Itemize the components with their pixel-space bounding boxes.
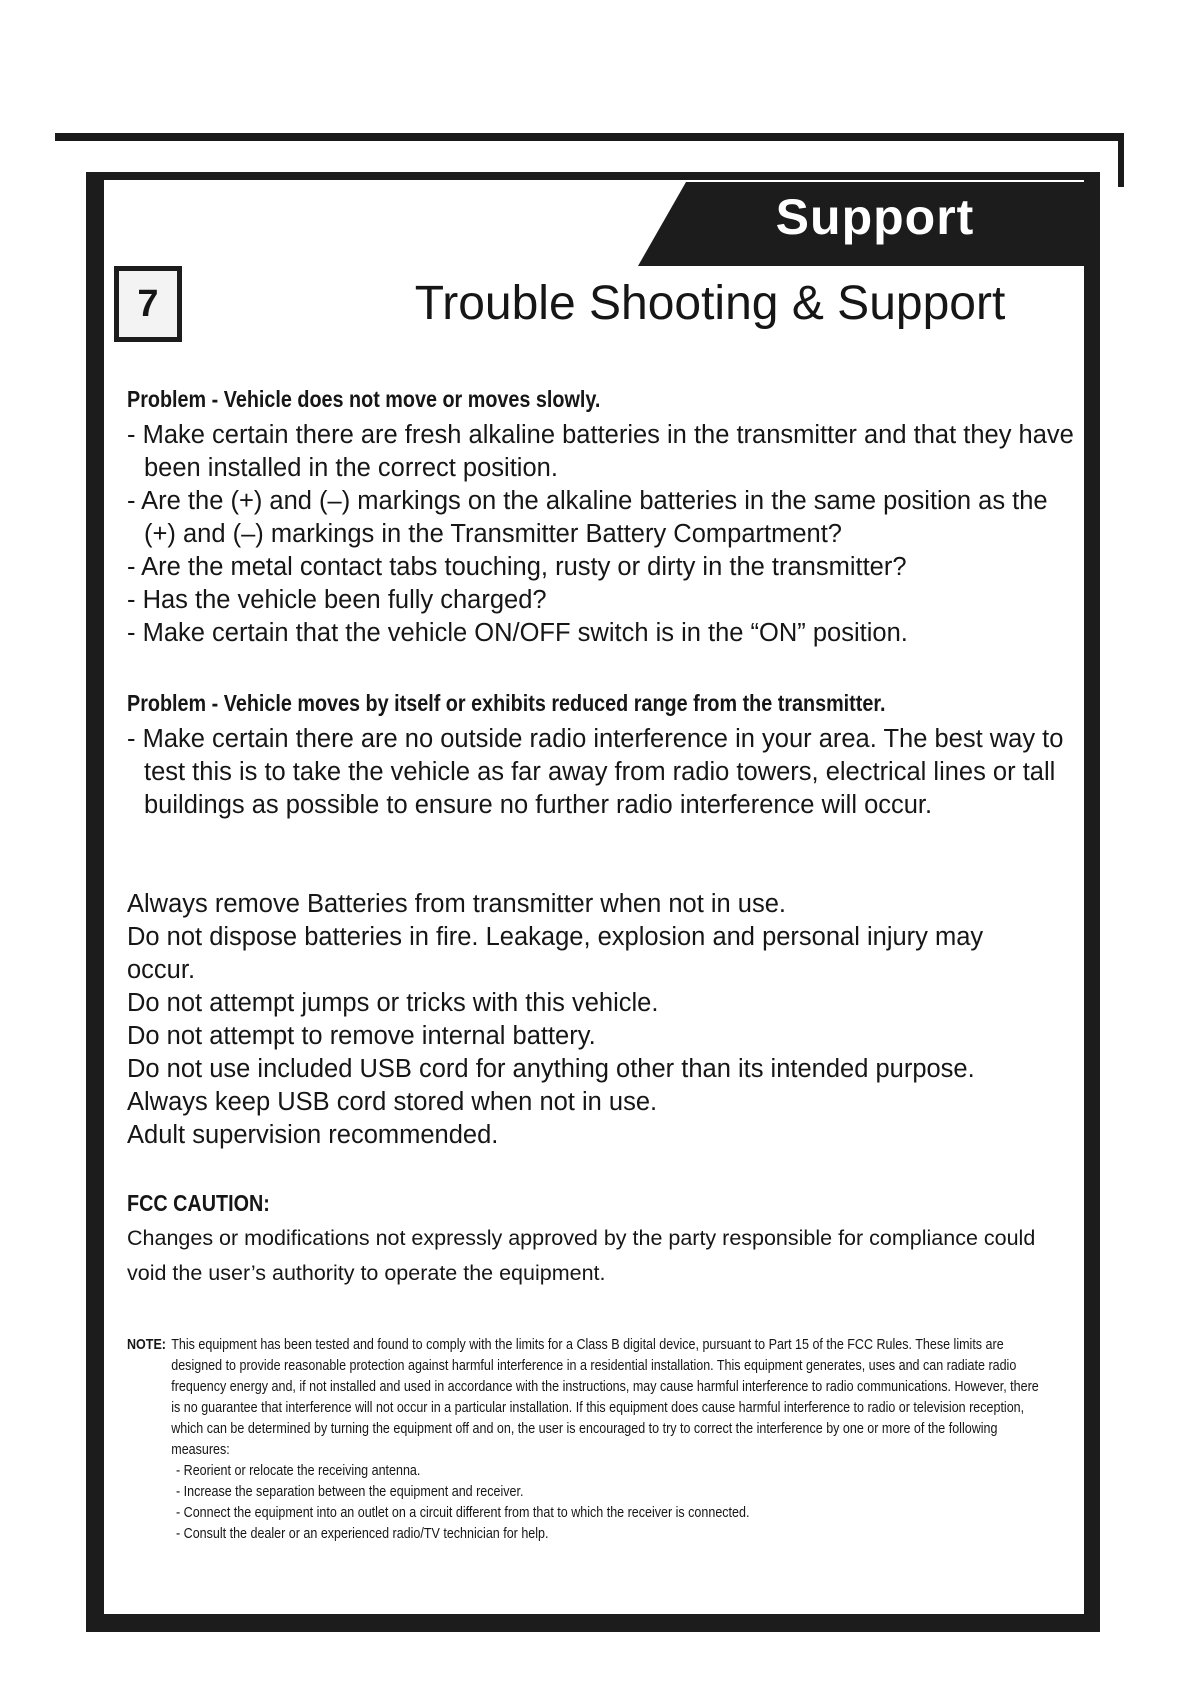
warning-4: Do not attempt to remove internal battery. (127, 1022, 596, 1050)
note-label: NOTE: (127, 1336, 166, 1353)
note-body: This equipment has been tested and found to comply with the limits for a Class B digital device, pursuant to Part 15 of the FCC Rules. These limits are designed to provide reasonable protection against harmful interference in a residential installation. This equipment generates, uses and can radiate radio frequency energy and, if not installed and used in accordance with the instructions, may cause harmful interference to radio communications. However, there is no guarantee that interference will not occur in a particular installation. If this equipment does cause harmful interference to radio or television reception, which can be determined by turning the equipment off and on, the user is encouraged to try to correct the interference by one or more of the following measures: (171, 1336, 1039, 1458)
measure-1: - Reorient or relocate the receiving antenna. (176, 1462, 421, 1479)
fcc-note (127, 1334, 1046, 1460)
warning-5: Do not use included USB cord for anything other than its intended purpose. (127, 1055, 975, 1083)
problem-2-item-1: - Make certain there are no outside radio interference in your area. The best way to test this is to take the vehicle as far away from radio towers, electrical lines or tall buildings as possible to ensure no further radio interference will occur. (127, 725, 1064, 819)
fcc-text: Changes or modifications not expressly approved by the party responsible for compliance could void the user’s authority to operate the equipment. (127, 1226, 1036, 1285)
problem-1-item-3: - Are the metal contact tabs touching, rusty or dirty in the transmitter? (127, 553, 907, 581)
warning-1: Always remove Batteries from transmitter when not in use. (127, 890, 787, 918)
measure-4: - Consult the dealer or an experienced radio/TV technician for help. (176, 1525, 549, 1542)
problem-1-item-4: - Has the vehicle been fully charged? (127, 586, 547, 614)
problem-section-2 (127, 690, 1077, 822)
chapter-number-box (114, 266, 182, 342)
fcc-caution (127, 1190, 1067, 1291)
measure-3: - Connect the equipment into an outlet on a circuit different from that to which the receiver is connected. (176, 1504, 750, 1521)
measure-2: - Increase the separation between the equipment and receiver. (176, 1483, 524, 1500)
fcc-heading: FCC CAUTION: (127, 1190, 270, 1216)
problem-1-item-5: - Make certain that the vehicle ON/OFF switch is in the “ON” position. (127, 619, 908, 647)
chapter-number: 7 (137, 282, 159, 325)
top-rule-end (1118, 133, 1124, 187)
warnings-list (127, 888, 997, 1152)
problem-heading-2: Problem - Vehicle moves by itself or exhibits reduced range from the transmitter. (127, 690, 886, 716)
warning-7: Adult supervision recommended. (127, 1121, 499, 1149)
problem-heading-1: Problem - Vehicle does not move or moves slowly. (127, 386, 601, 412)
problem-1-item-2: - Are the (+) and (–) markings on the alkaline batteries in the same position as the (+) and (–) markings in the Transmitter Battery Compartment? (127, 487, 1048, 548)
warning-6: Always keep USB cord stored when not in use. (127, 1088, 658, 1116)
section-label: Support (775, 189, 975, 245)
problem-1-item-1: - Make certain there are fresh alkaline batteries in the transmitter and that they have been installed in the correct position. (127, 421, 1074, 482)
page-title: Trouble Shooting & Support (414, 277, 1006, 330)
warning-3: Do not attempt jumps or tricks with this vehicle. (127, 989, 659, 1017)
top-rule (55, 133, 1119, 141)
problem-section-1 (127, 386, 1077, 650)
note-measures (176, 1460, 928, 1544)
warning-2: Do not dispose batteries in fire. Leakage, explosion and personal injury may occur. (127, 923, 984, 984)
